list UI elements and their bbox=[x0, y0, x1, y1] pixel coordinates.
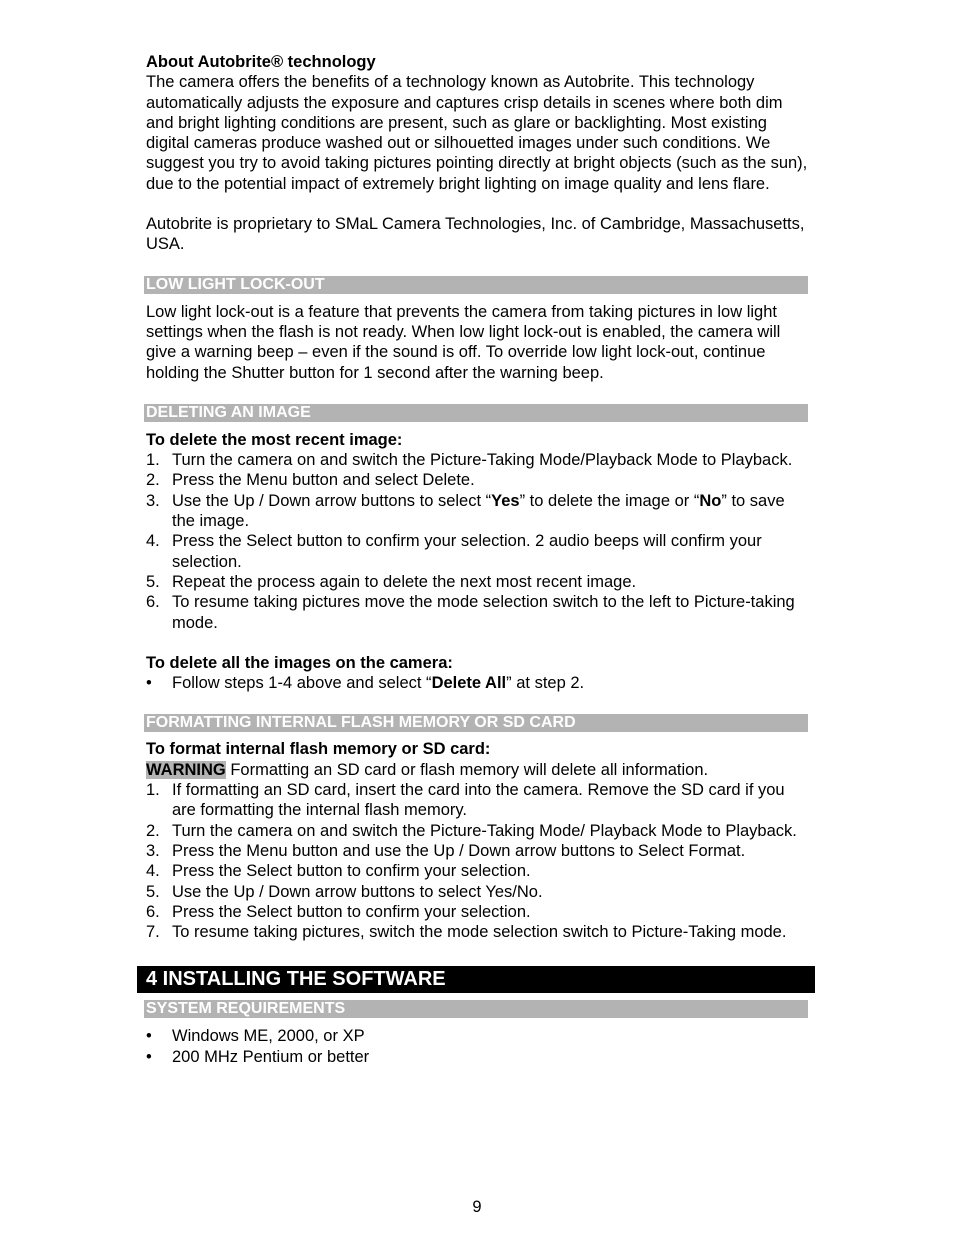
delete-recent-heading: To delete the most recent image: bbox=[146, 430, 403, 449]
delete-all-heading: To delete all the images on the camera: bbox=[146, 653, 453, 672]
list-item: 4. Press the Select button to confirm your selection. 2 audio beeps will confirm your selection. bbox=[146, 532, 762, 571]
section-header-formatting: FORMATTING INTERNAL FLASH MEMORY OR SD CARD bbox=[144, 714, 808, 732]
section-header-low-light: LOW LIGHT LOCK-OUT bbox=[144, 276, 808, 294]
document-page bbox=[146, 52, 811, 1067]
format-warning: WARNING Formatting an SD card or flash memory will delete all information. bbox=[146, 760, 709, 779]
format-heading: To format internal flash memory or SD card: bbox=[146, 740, 491, 759]
list-item: 5. Repeat the process again to delete the next most recent image. bbox=[146, 572, 637, 591]
list-item: 1. Turn the camera on and switch the Picture-Taking Mode/Playback Mode to Playback. bbox=[146, 451, 793, 470]
list-item: 4. Press the Select button to confirm your selection. bbox=[146, 862, 531, 881]
about-paragraph-2: Autobrite is proprietary to SMaL Camera Technologies, Inc. of Cambridge, Massachusetts, USA. bbox=[146, 215, 805, 254]
system-requirements-list bbox=[146, 1026, 811, 1067]
warning-label: WARNING bbox=[146, 760, 226, 779]
section-header-deleting: DELETING AN IMAGE bbox=[144, 404, 808, 422]
list-item: • 200 MHz Pentium or better bbox=[146, 1047, 370, 1066]
bullet-icon: • bbox=[146, 1047, 152, 1066]
list-item: 2. Turn the camera on and switch the Picture-Taking Mode/ Playback Mode to Playback. bbox=[146, 821, 797, 840]
delete-steps-list bbox=[146, 450, 811, 633]
list-item: 5. Use the Up / Down arrow buttons to select Yes/No. bbox=[146, 882, 543, 901]
delete-all-list bbox=[146, 673, 811, 693]
low-light-body: Low light lock-out is a feature that prevents the camera from taking pictures in low light settings when the flash is not ready. When low light lock-out is enabled, the camera will give a warning beep – even if the sound is off. To override low light lock-out, continue holding the Shutter button for 1 second after the warning beep. bbox=[146, 302, 781, 382]
list-item: • Follow steps 1-4 above and select “Delete All” at step 2. bbox=[146, 674, 585, 693]
list-item: 6. To resume taking pictures move the mode selection switch to the left to Picture-taking mode. bbox=[146, 593, 795, 632]
about-heading: About Autobrite® technology bbox=[146, 53, 376, 71]
list-item: • Windows ME, 2000, or XP bbox=[146, 1027, 365, 1046]
page-number: 9 bbox=[472, 1198, 482, 1216]
list-item: 2. Press the Menu button and select Delete. bbox=[146, 471, 475, 490]
bullet-icon: • bbox=[146, 1027, 152, 1046]
list-item: 1. If formatting an SD card, insert the card into the camera. Remove the SD card if you are formatting the internal flash memory. bbox=[146, 781, 785, 820]
list-item: 7. To resume taking pictures, switch the mode selection switch to Picture-Taking mode. bbox=[146, 923, 787, 942]
format-steps-list bbox=[146, 780, 811, 942]
section-header-system-requirements: SYSTEM REQUIREMENTS bbox=[144, 1000, 808, 1018]
about-paragraph-1: The camera offers the benefits of a technology known as Autobrite. This technology automatically adjusts the exposure and captures crisp details in scenes where both dim and bright lighting conditions are present, such as glare or backlighting. Most existing digital cameras produce washed out or silhouetted images under such conditions. We suggest you try to avoid taking pictures pointing directly at bright objects (such as the sun), due to the potential impact of extremely bright lighting on image quality and lens flare. bbox=[146, 73, 808, 193]
chapter-heading: 4 INSTALLING THE SOFTWARE bbox=[137, 966, 815, 993]
list-item: 6. Press the Select button to confirm your selection. bbox=[146, 902, 531, 921]
bullet-icon: • bbox=[146, 674, 152, 693]
list-item: 3. Use the Up / Down arrow buttons to select “Yes” to delete the image or “No” to save the image. bbox=[146, 491, 785, 531]
list-item: 3. Press the Menu button and use the Up / Down arrow buttons to Select Format. bbox=[146, 841, 746, 860]
